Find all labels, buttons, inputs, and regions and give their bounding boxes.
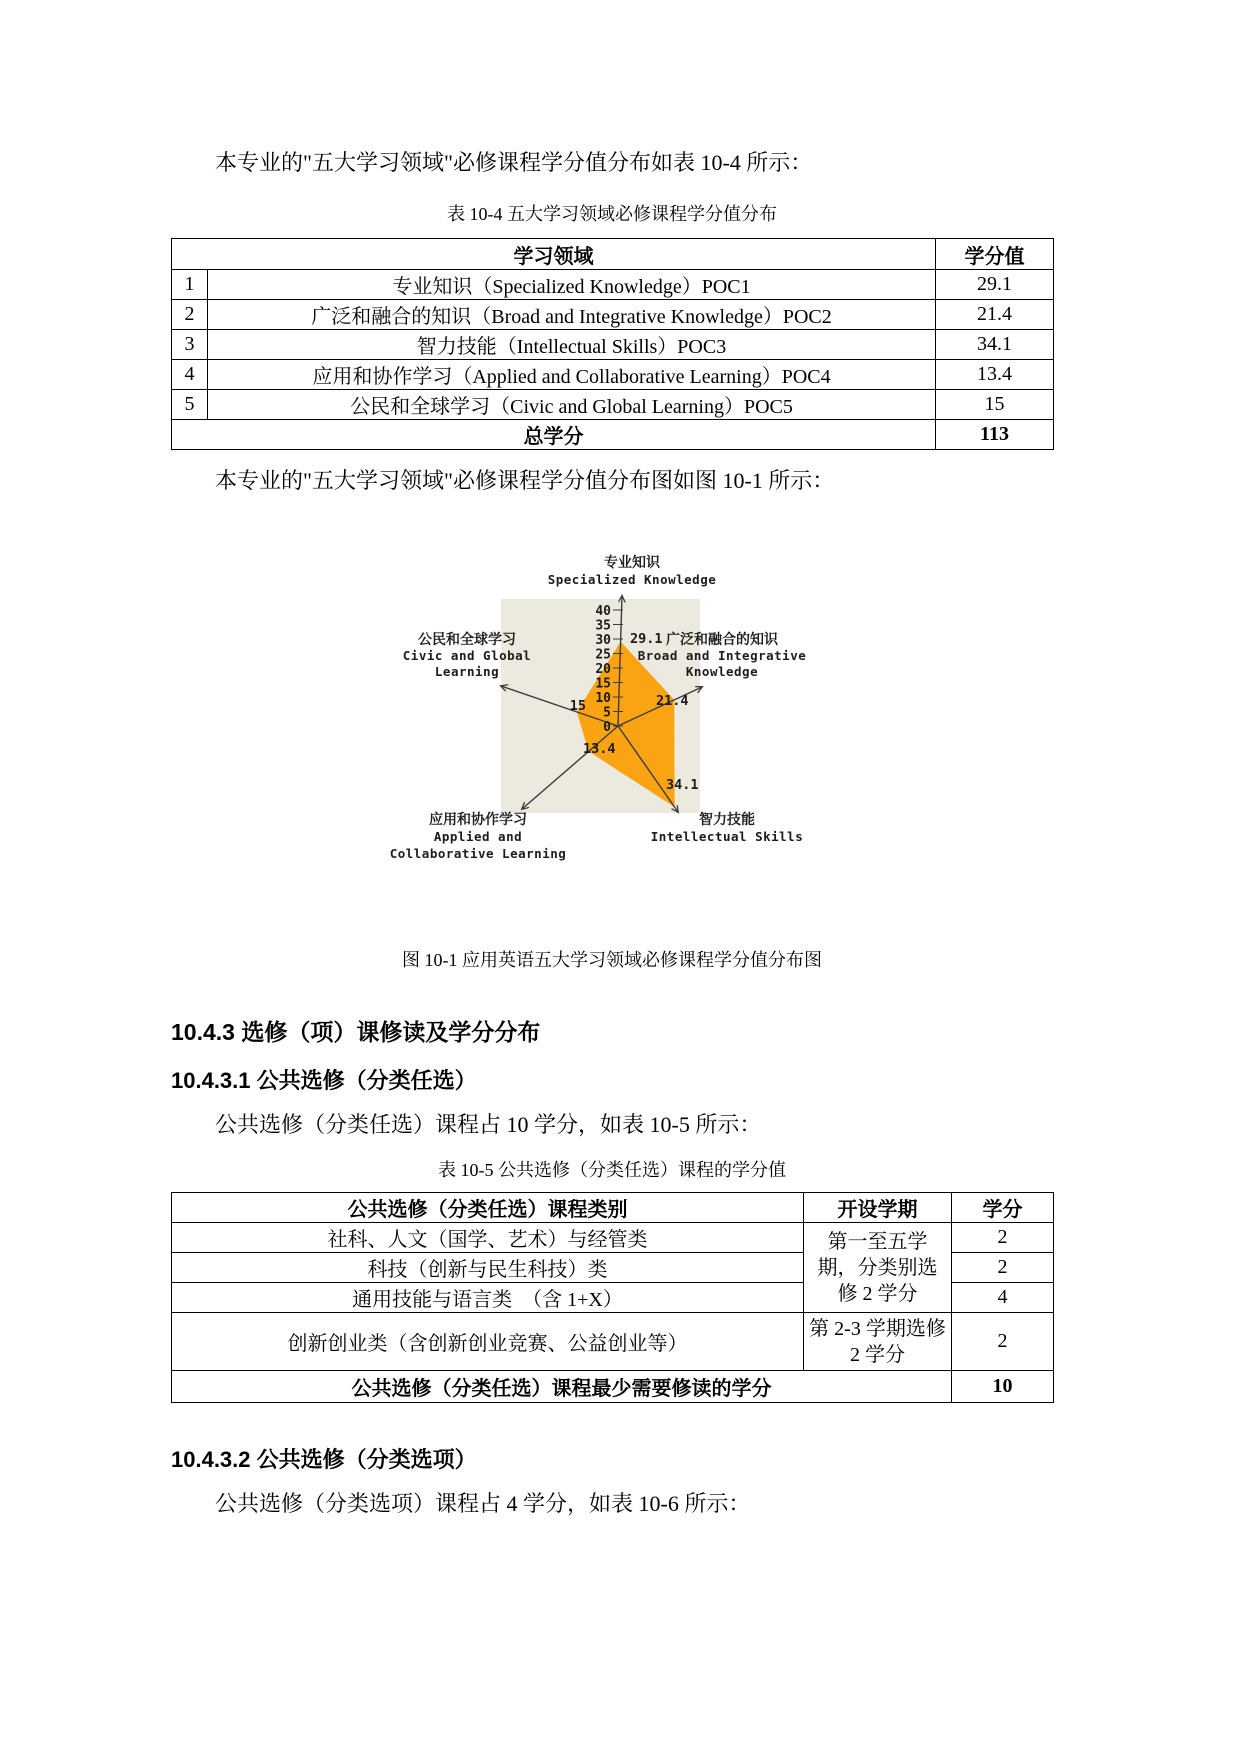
axis-label-en: Knowledge bbox=[685, 664, 759, 679]
value-label: 21.4 bbox=[656, 693, 689, 709]
axis-label-en: Specialized Knowledge bbox=[547, 572, 717, 587]
intro-figure-paragraph: 本专业的"五大学习领域"必修课程学分值分布图如图 10-1 所示： bbox=[215, 468, 835, 493]
table-row bbox=[172, 1313, 1054, 1371]
axis-label-zh: 智力技能 bbox=[699, 811, 755, 827]
axis-label-zh: 公民和全球学习 bbox=[418, 631, 516, 647]
table-header-row bbox=[172, 239, 1054, 270]
semester-cell: 第 2-3 学期选修 2 学分 bbox=[804, 1313, 952, 1371]
radar-chart-figure bbox=[171, 496, 1053, 948]
tick-label: 15 bbox=[595, 676, 611, 692]
row-number: 3 bbox=[172, 330, 208, 360]
heading-10-4-3: 10.4.3 选修（项）课修读及学分分布 bbox=[171, 1019, 541, 1045]
intro-table-paragraph: 本专业的"五大学习领域"必修课程学分值分布如表 10-4 所示： bbox=[215, 150, 813, 175]
row-number: 1 bbox=[172, 270, 208, 300]
axis-label-en: Learning bbox=[434, 664, 500, 679]
row-number: 5 bbox=[172, 390, 208, 420]
radar-chart bbox=[362, 496, 822, 876]
elective-any-paragraph: 公共选修（分类任选）课程占 10 学分，如表 10-5 所示： bbox=[215, 1112, 762, 1137]
tick-label: 35 bbox=[595, 618, 611, 634]
tick-label: 5 bbox=[603, 705, 611, 721]
tick-label: 30 bbox=[595, 633, 611, 648]
table-footer-row bbox=[172, 1371, 1054, 1403]
axis-label-zh: 广泛和融合的知识 bbox=[666, 631, 778, 647]
col-header-category: 公共选修（分类任选）课程类别 bbox=[172, 1193, 804, 1223]
footer-value: 10 bbox=[952, 1371, 1054, 1403]
credit-cell: 15 bbox=[936, 390, 1054, 420]
table-total-row bbox=[172, 420, 1054, 450]
table-10-4-caption: 表 10-4 五大学习领域必修课程学分值分布 bbox=[447, 204, 777, 224]
tick-label: 25 bbox=[595, 647, 611, 663]
credit-cell: 4 bbox=[952, 1283, 1054, 1313]
value-label: 29.1 bbox=[630, 631, 663, 647]
total-label: 总学分 bbox=[172, 420, 936, 450]
category-cell: 通用技能与语言类 （含 1+X） bbox=[172, 1283, 804, 1313]
table-row bbox=[172, 360, 1054, 390]
axis-label-en: Broad and Integrative bbox=[637, 648, 807, 663]
axis-label-en: Applied and bbox=[433, 829, 523, 844]
credit-cell: 29.1 bbox=[936, 270, 1054, 300]
category-cell: 创新创业类（含创新创业竞赛、公益创业等） bbox=[172, 1313, 804, 1371]
heading-10-4-3-2: 10.4.3.2 公共选修（分类选项） bbox=[171, 1447, 477, 1472]
table-row bbox=[172, 1223, 1054, 1253]
table-row bbox=[172, 300, 1054, 330]
figure-10-1-caption: 图 10-1 应用英语五大学习领域必修课程学分值分布图 bbox=[402, 950, 822, 970]
table-row bbox=[172, 330, 1054, 360]
table-row bbox=[172, 270, 1054, 300]
axis-label-zh: 应用和协作学习 bbox=[429, 811, 527, 827]
table-10-5-caption: 表 10-5 公共选修（分类任选）课程的学分值 bbox=[438, 1160, 786, 1180]
row-number: 4 bbox=[172, 360, 208, 390]
total-value: 113 bbox=[936, 420, 1054, 450]
axis-label-zh: 专业知识 bbox=[604, 554, 660, 570]
credit-cell: 2 bbox=[952, 1313, 1054, 1371]
area-cell: 广泛和融合的知识（Broad and Integrative Knowledge）POC2 bbox=[208, 300, 936, 330]
credit-cell: 2 bbox=[952, 1253, 1054, 1283]
area-cell: 应用和协作学习（Applied and Collaborative Learning）POC4 bbox=[208, 360, 936, 390]
tick-label: 10 bbox=[595, 691, 611, 706]
public-elective-table bbox=[171, 1192, 1054, 1403]
axis-label-en: Intellectual Skills bbox=[650, 829, 804, 844]
credit-cell: 34.1 bbox=[936, 330, 1054, 360]
category-cell: 社科、人文（国学、艺术）与经管类 bbox=[172, 1223, 804, 1253]
col-header-credit: 学分 bbox=[952, 1193, 1054, 1223]
footer-label: 公共选修（分类任选）课程最少需要修读的学分 bbox=[172, 1371, 952, 1403]
col-header-area: 学习领域 bbox=[172, 239, 936, 270]
row-number: 2 bbox=[172, 300, 208, 330]
credit-cell: 21.4 bbox=[936, 300, 1054, 330]
credit-cell: 2 bbox=[952, 1223, 1054, 1253]
axis-label-en: Collaborative Learning bbox=[389, 846, 567, 861]
credit-cell: 13.4 bbox=[936, 360, 1054, 390]
col-header-credit: 学分值 bbox=[936, 239, 1054, 270]
tick-label: 20 bbox=[595, 662, 611, 677]
tick-label: 0 bbox=[603, 720, 611, 735]
semester-merged-cell: 第一至五学期，分类别选修 2 学分 bbox=[804, 1223, 952, 1313]
category-cell: 科技（创新与民生科技）类 bbox=[172, 1253, 804, 1283]
col-header-semester: 开设学期 bbox=[804, 1193, 952, 1223]
area-cell: 公民和全球学习（Civic and Global Learning）POC5 bbox=[208, 390, 936, 420]
credit-distribution-table bbox=[171, 238, 1054, 450]
value-label: 15 bbox=[569, 698, 586, 714]
axis-label-en: Civic and Global bbox=[402, 648, 532, 663]
value-label: 13.4 bbox=[583, 741, 616, 757]
tick-label: 40 bbox=[595, 604, 611, 619]
value-label: 34.1 bbox=[666, 777, 699, 793]
area-cell: 专业知识（Specialized Knowledge）POC1 bbox=[208, 270, 936, 300]
table-header-row bbox=[172, 1193, 1054, 1223]
heading-10-4-3-1: 10.4.3.1 公共选修（分类任选） bbox=[171, 1068, 477, 1093]
elective-option-paragraph: 公共选修（分类选项）课程占 4 学分，如表 10-6 所示： bbox=[215, 1491, 751, 1516]
table-row bbox=[172, 390, 1054, 420]
area-cell: 智力技能（Intellectual Skills）POC3 bbox=[208, 330, 936, 360]
